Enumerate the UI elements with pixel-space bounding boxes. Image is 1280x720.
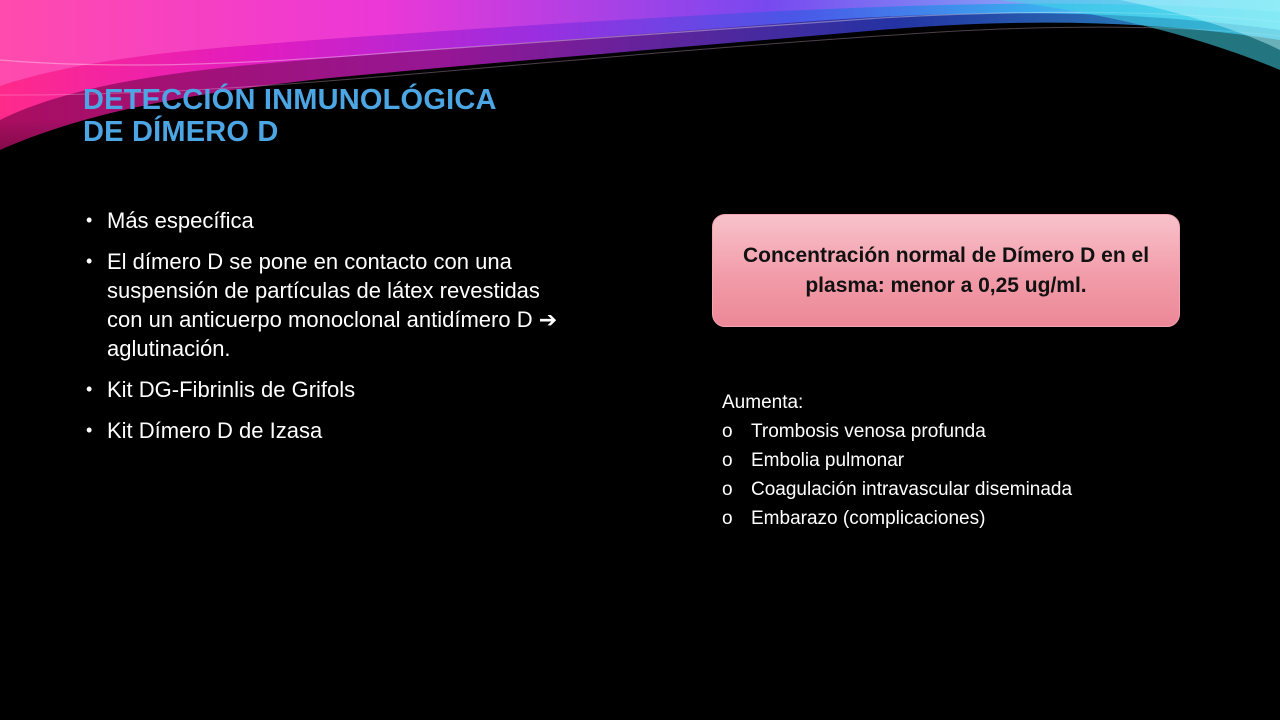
normal-concentration-callout [712, 214, 1180, 327]
circle-bullet-icon: o [722, 450, 733, 471]
increase-item [722, 446, 1142, 475]
circle-bullet-icon: o [722, 421, 733, 442]
bullet-item [86, 206, 574, 235]
circle-bullet-icon: o [722, 508, 733, 529]
increase-heading: Aumenta: [722, 392, 804, 413]
bullet-text-part: El dímero D se pone en contacto con una suspensión de partículas de látex revestidas con un anticuerpo monoclonal antidímero D [107, 249, 540, 332]
bullet-icon: • [86, 379, 93, 399]
page-title [83, 84, 683, 148]
bullet-item [86, 375, 574, 404]
bullet-icon: • [86, 420, 93, 440]
circle-bullet-icon: o [722, 479, 733, 500]
callout-text: Concentración normal de Dímero D en el plasma: menor a 0,25 ug/ml. [742, 243, 1150, 297]
increase-item-text: Trombosis venosa profunda [751, 421, 986, 442]
bullet-list [86, 206, 574, 457]
increase-item [722, 475, 1142, 504]
increase-item-text: Coagulación intravascular diseminada [751, 479, 1073, 500]
arrow-right-icon: ➔ [538, 307, 558, 332]
bullet-text: Más específica [107, 208, 254, 233]
bullet-text [107, 249, 557, 361]
increase-item [722, 504, 1142, 533]
bullet-item [86, 416, 574, 445]
increase-section [722, 388, 1142, 533]
increase-item-text: Embarazo (complicaciones) [751, 508, 986, 529]
bullet-icon: • [86, 210, 93, 230]
bullet-item [86, 247, 574, 363]
bullet-text: Kit DG-Fibrinlis de Grifols [107, 377, 356, 402]
increase-list [722, 417, 1142, 533]
increase-item-text: Embolia pulmonar [751, 450, 905, 471]
bullet-text: Kit Dímero D de Izasa [107, 418, 323, 443]
bullet-icon: • [86, 251, 93, 271]
title-line-2: DE DÍMERO D [83, 116, 279, 148]
title-line-1: DETECCIÓN INMUNOLÓGICA [83, 84, 497, 116]
bullet-text-part: aglutinación. [107, 336, 231, 361]
increase-item [722, 417, 1142, 446]
